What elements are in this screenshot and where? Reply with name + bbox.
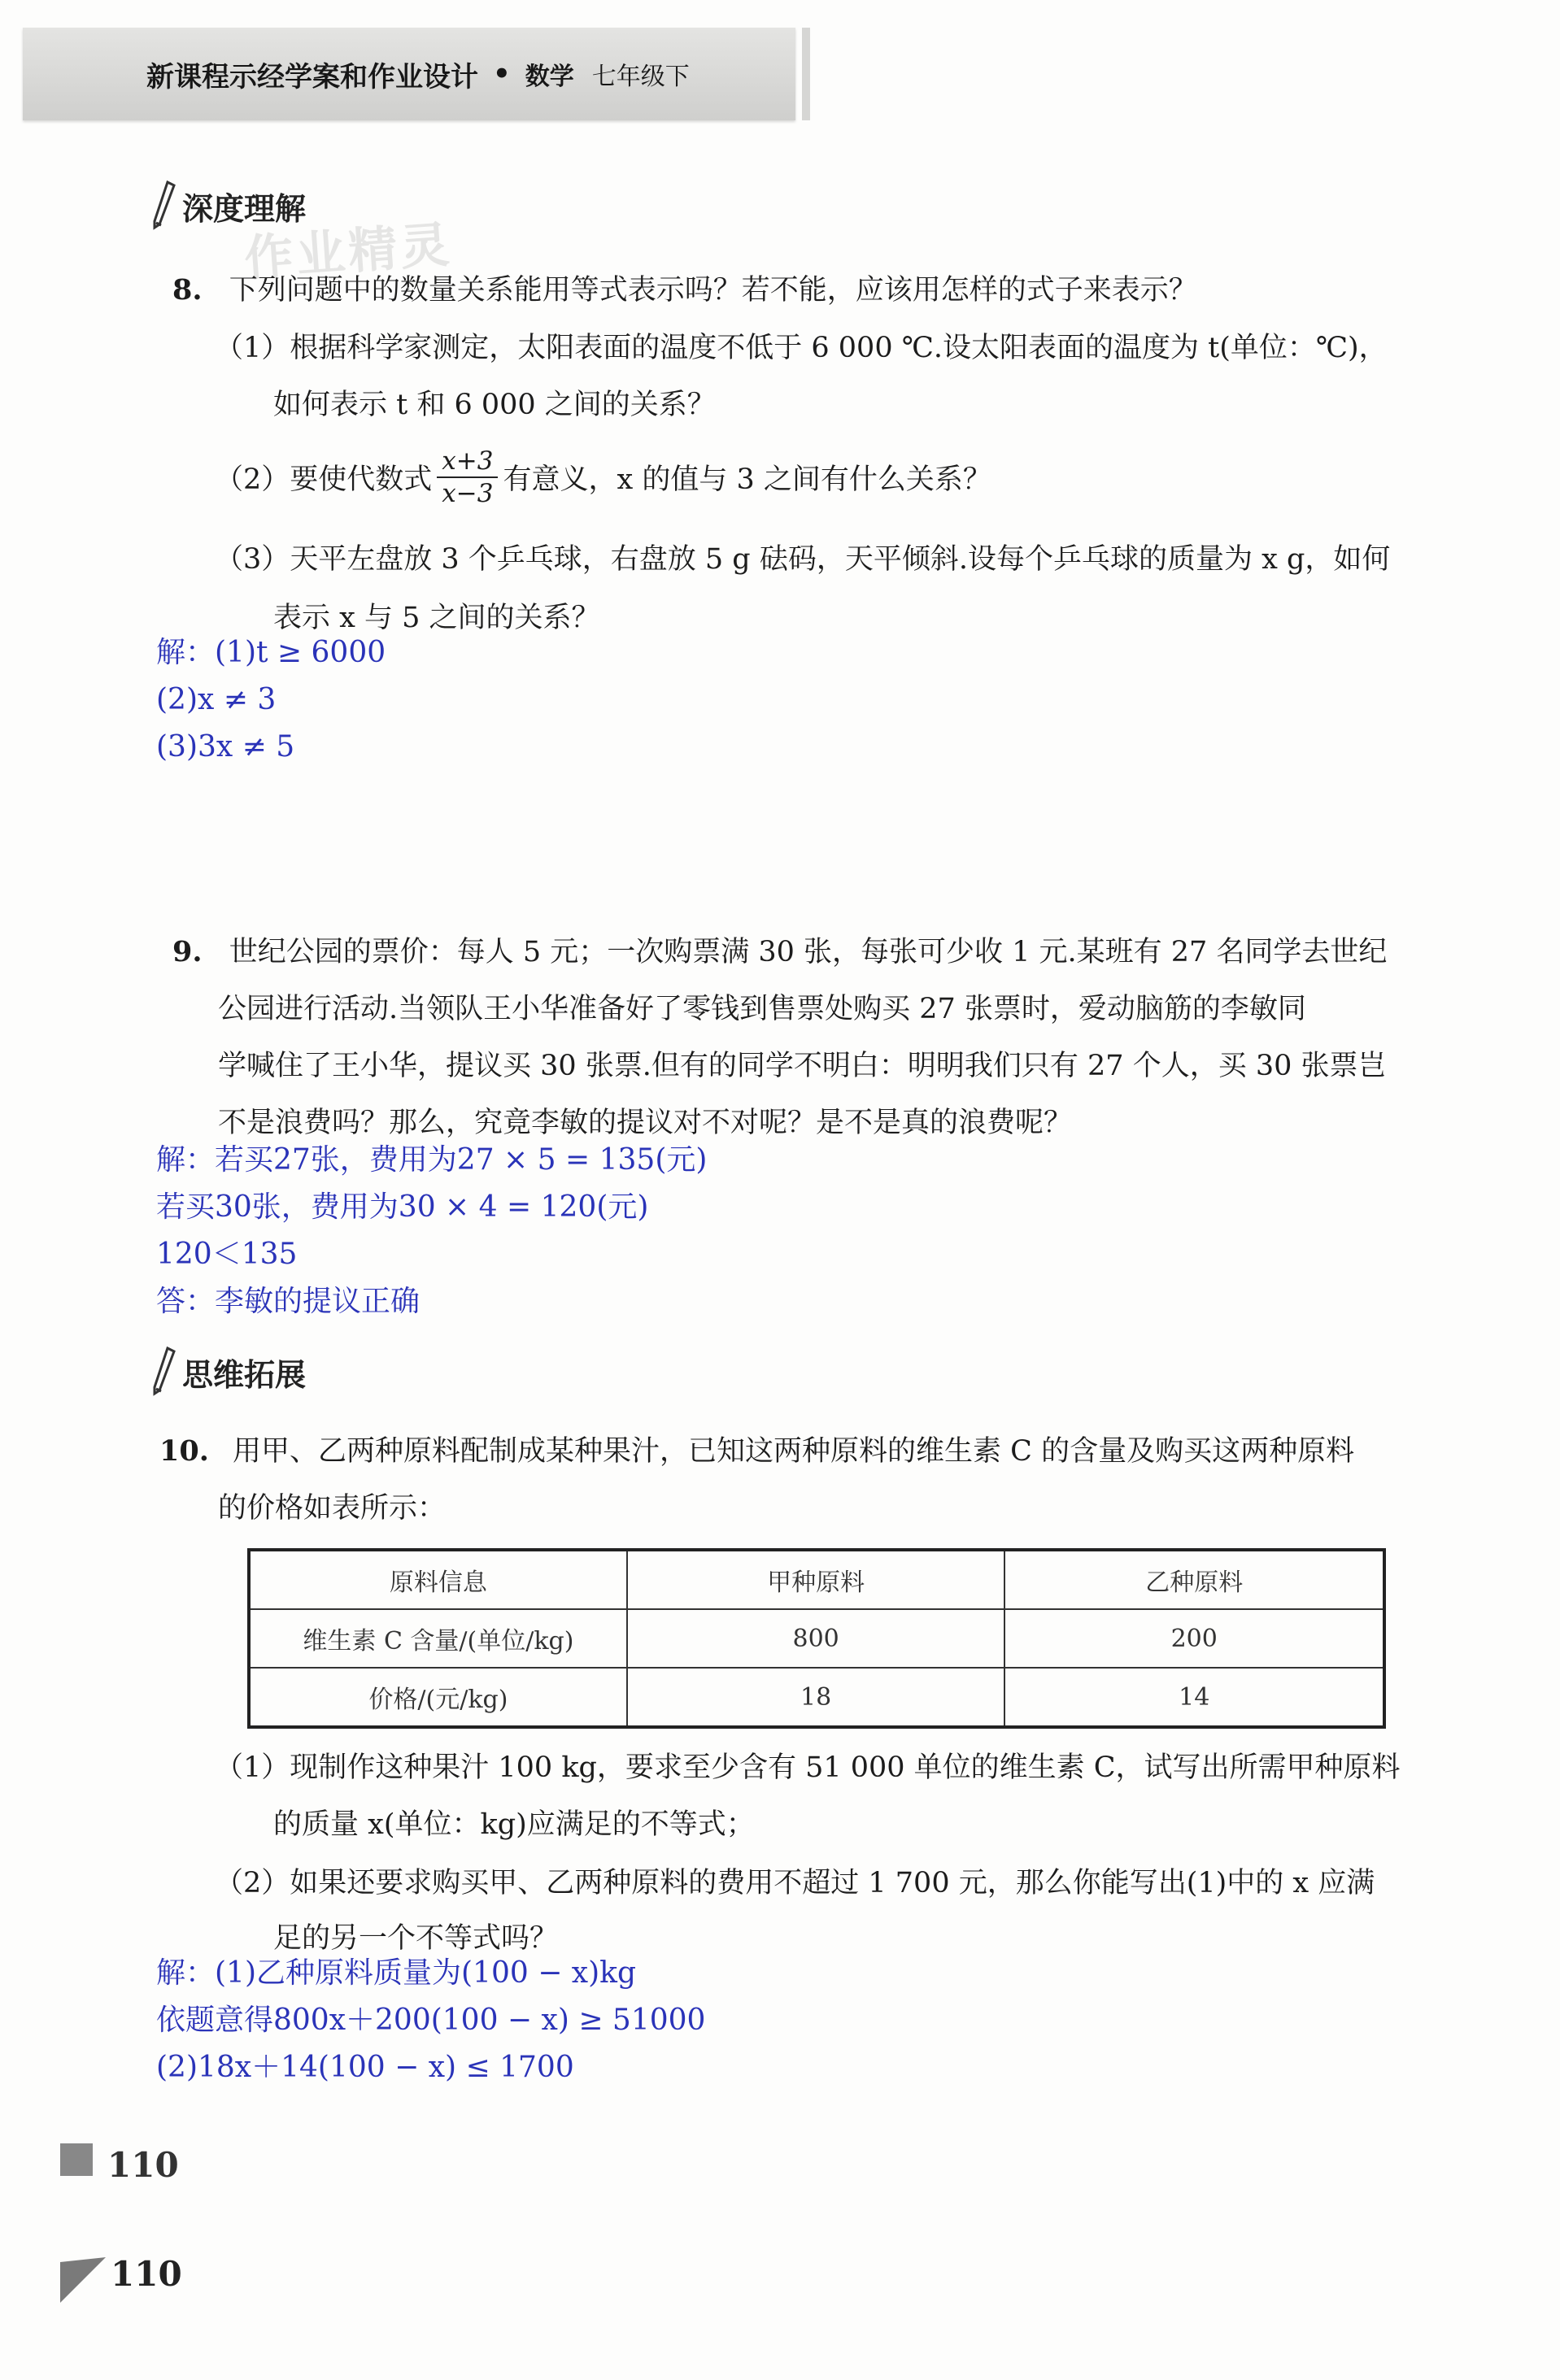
header-title [23, 28, 795, 120]
question-text: 世纪公园的票价：每人 5 元；一次购票满 30 张，每张可少收 1 元.某班有 27 名同学去世纪 [229, 936, 1388, 968]
fraction-numerator: x+3 [437, 446, 498, 478]
table-row [249, 1609, 1384, 1668]
q8-part-1-line-1: （1）根据科学家测定，太阳表面的温度不低于 6 000 ℃.设太阳表面的温度为 t(单位：℃)， [215, 332, 1388, 364]
table-header-row [249, 1550, 1384, 1609]
question-number: 10. [159, 1434, 209, 1468]
table-header-cell: 甲种原料 [627, 1550, 1005, 1609]
q8-answer-2: (2)x ≠ 3 [156, 683, 277, 716]
page-number-ghost: 110 [107, 2145, 179, 2185]
table-cell: 14 [1004, 1668, 1384, 1727]
page-number: 110 [111, 2254, 182, 2294]
q8-part-2 [215, 446, 991, 509]
table-cell: 18 [627, 1668, 1005, 1727]
q10-part-2-line-1: （2）如果还要求购买甲、乙两种原料的费用不超过 1 700 元，那么你能写出(1)中的 x 应满 [215, 1867, 1375, 1899]
book-title: 新课程示经学案和作业设计 [146, 60, 478, 94]
q8-answer-1: 解：(1)t ≥ 6000 [156, 636, 386, 669]
q9-answer-2: 若买30张，费用为30 × 4 = 120(元) [156, 1190, 649, 1224]
q8-part-2-pre: （2）要使代数式 [215, 463, 433, 496]
q9-answer-1: 解：若买27张，费用为27 × 5 = 135(元) [156, 1143, 708, 1177]
q9-answer-3: 120＜135 [156, 1238, 298, 1271]
q10-part-1-line-1: （1）现制作这种果汁 100 kg，要求至少含有 51 000 单位的维生素 C，试写出所需甲种原料 [215, 1751, 1401, 1784]
pencil-icon [151, 181, 176, 231]
q10-answer-2: 依题意得800x＋200(100 − x) ≥ 51000 [156, 2004, 706, 2037]
page-marker-triangle [60, 2257, 109, 2303]
table-header-cell: 乙种原料 [1004, 1550, 1384, 1609]
q10-answer-3: (2)18x＋14(100 − x) ≤ 1700 [156, 2051, 574, 2084]
q8-part-2-post: 有意义，x 的值与 3 之间有什么关系？ [503, 463, 991, 496]
question-10-line-2: 的价格如表所示： [218, 1492, 447, 1525]
question-9-line-2: 公园进行活动.当领队王小华准备好了零钱到售票处购买 27 张票时，爱动脑筋的李敏同 [218, 993, 1306, 1025]
table-cell: 800 [627, 1609, 1005, 1668]
q10-answer-1: 解：(1)乙种原料质量为(100 − x)kg [156, 1956, 637, 1990]
section-thinking-expansion [151, 1347, 306, 1397]
header-edge [802, 28, 810, 120]
table-cell: 200 [1004, 1609, 1384, 1668]
q10-part-1-line-2: 的质量 x(单位：kg)应满足的不等式； [273, 1808, 755, 1841]
header-subject: 数学 [525, 63, 574, 91]
q8-part-1-line-2: 如何表示 t 和 6 000 之间的关系？ [273, 389, 716, 421]
header-dot: • [493, 58, 511, 90]
section-title: 思维拓展 [182, 1356, 307, 1393]
q9-answer-4: 答：李敏的提议正确 [156, 1285, 421, 1318]
question-9-line-4: 不是浪费吗？那么，究竟李敏的提议对不对呢？是不是真的浪费呢？ [218, 1107, 1073, 1139]
table-row [249, 1668, 1384, 1727]
q8-part-3-line-2: 表示 x 与 5 之间的关系？ [273, 602, 600, 634]
question-9-line-3: 学喊住了王小华，提议买 30 张票.但有的同学不明白：明明我们只有 27 个人，买 30 张票岂 [218, 1050, 1387, 1082]
page-marker-ghost [60, 2143, 93, 2176]
q10-part-2-line-2: 足的另一个不等式吗？ [273, 1922, 559, 1955]
pencil-icon [151, 1347, 176, 1397]
section-title: 深度理解 [182, 190, 307, 227]
material-info-table [247, 1548, 1386, 1729]
question-text: 下列问题中的数量关系能用等式表示吗？若不能，应该用怎样的式子来表示？ [229, 274, 1197, 307]
watermark: 作业精灵 [242, 216, 455, 288]
question-10-line-1 [159, 1423, 1354, 1480]
q8-answer-3: (3)3x ≠ 5 [156, 730, 295, 764]
fraction-denominator: x−3 [442, 479, 494, 508]
question-number: 9. [172, 935, 203, 968]
table-cell: 价格/(元/kg) [249, 1668, 627, 1727]
page-header [23, 28, 795, 120]
fraction [437, 446, 498, 509]
table-cell: 维生素 C 含量/(单位/kg) [249, 1609, 627, 1668]
question-text: 用甲、乙两种原料配制成某种果汁，已知这两种原料的维生素 C 的含量及购买这两种原料 [233, 1435, 1355, 1468]
question-number: 8. [172, 273, 203, 307]
question-8-stem [172, 262, 1197, 319]
table-header-cell: 原料信息 [249, 1550, 627, 1609]
q8-part-3-line-1: （3）天平左盘放 3 个乒乓球，右盘放 5 g 砝码，天平倾斜.设每个乒乓球的质量为 x g，如何 [215, 543, 1391, 576]
header-grade: 七年级下 [591, 63, 690, 91]
question-9-line-1 [172, 924, 1387, 981]
